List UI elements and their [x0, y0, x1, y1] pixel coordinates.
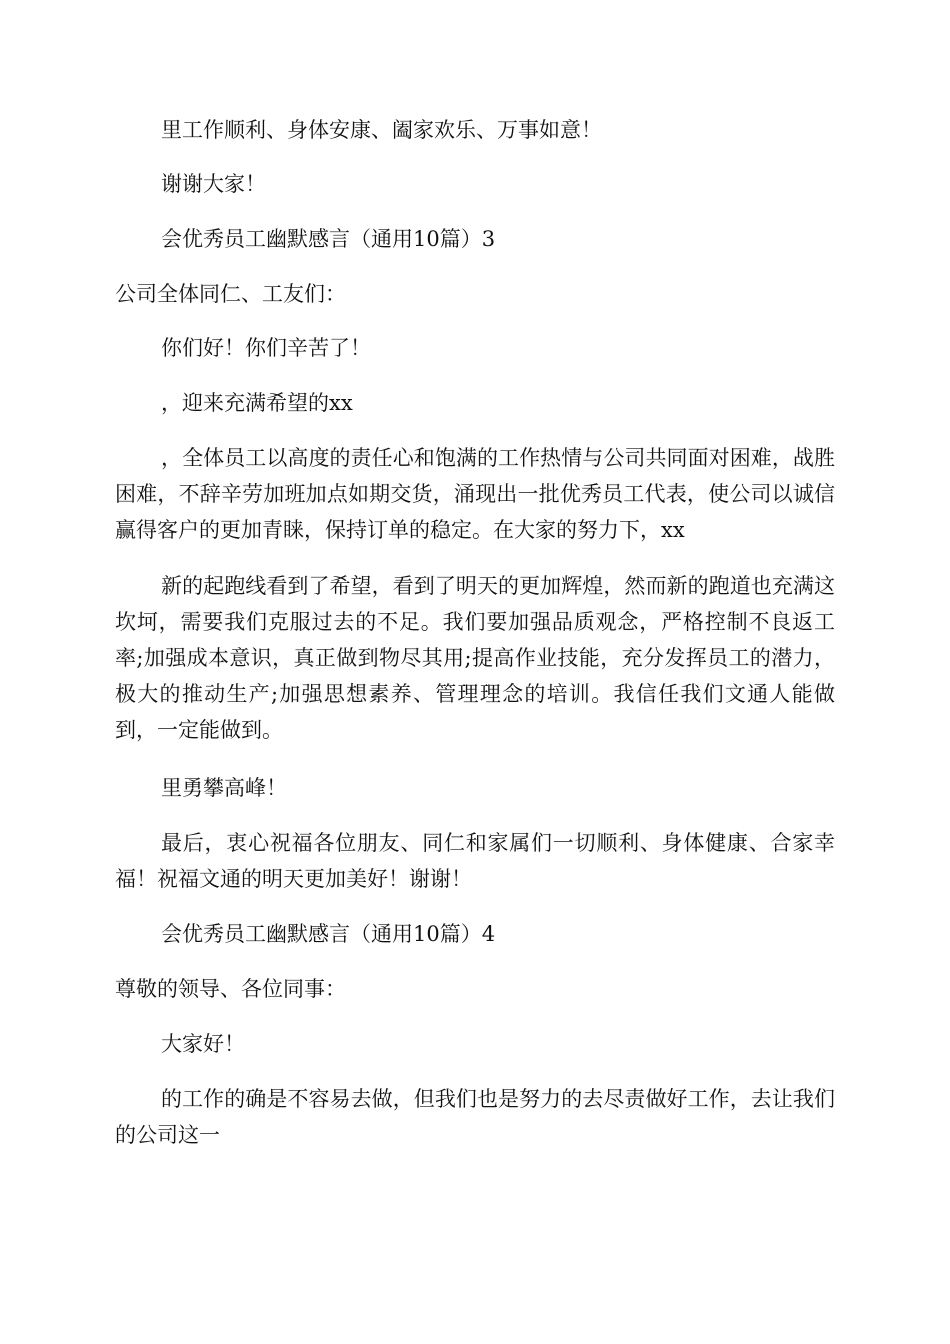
section-heading-3: 会优秀员工幽默感言（通用10篇）3 [161, 227, 496, 251]
paragraph-greeting: 你们好！你们辛苦了！ [161, 336, 371, 360]
paragraph-closing-wishes: 里工作顺利、身体安康、阖家欢乐、万事如意！ [161, 118, 602, 142]
paragraph-climb-peaks: 里勇攀高峰！ [161, 776, 287, 800]
section-heading-4: 会优秀员工幽默感言（通用10篇）4 [161, 922, 496, 946]
paragraph-work-effort: 的工作的确是不容易去做，但我们也是努力的去尽责做好工作，去让我们的公司这一 [115, 1087, 835, 1147]
paragraph-hello-all: 大家好！ [161, 1032, 245, 1056]
salutation-leaders: 尊敬的领导、各位同事： [115, 977, 346, 1001]
paragraph-thanks: 谢谢大家！ [161, 172, 266, 196]
paragraph-staff-effort: ，全体员工以高度的责任心和饱满的工作热情与公司共同面对困难，战胜困难，不辞辛劳加班加点如期交货，涌现出一批优秀员工代表，使公司以诚信赢得客户的更加青睐，保持订单的稳定。在大家的努力下，xx [115, 446, 835, 542]
paragraph-welcome-hope: ，迎来充满希望的xx [161, 391, 353, 415]
paragraph-final-blessing: 最后，衷心祝福各位朋友、同仁和家属们一切顺利、身体健康、合家幸福！祝福文通的明天更加美好！谢谢！ [115, 831, 835, 891]
paragraph-new-start: 新的起跑线看到了希望，看到了明天的更加辉煌，然而新的跑道也充满这坎坷，需要我们克服过去的不足。我们要加强品质观念，严格控制不良返工率;加强成本意识，真正做到物尽其用;提高作业技能，充分发挥员工的潜力，极大的推动生产;加强思想素养、管理理念的培训。我信任我们文通人能做到，一定能做到。 [115, 574, 835, 742]
salutation-colleagues: 公司全体同仁、工友们： [115, 282, 346, 306]
